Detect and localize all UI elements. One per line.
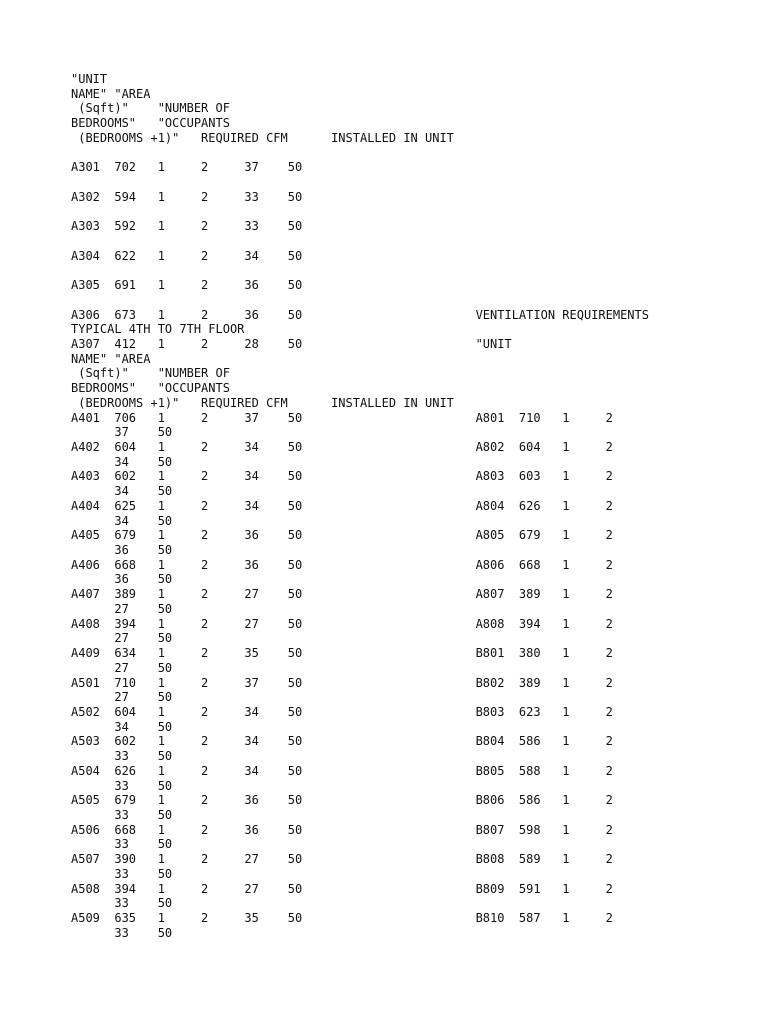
document-line: 33 50	[71, 866, 173, 881]
document-line: A502 604 1 2 34 50 B803 623 1 2	[71, 704, 613, 719]
document-line: BEDROOMS" "OCCUPANTS	[71, 381, 230, 396]
document-line: A509 635 1 2 35 50 B810 587 1 2	[71, 911, 613, 926]
document-line: A507 390 1 2 27 50 B808 589 1 2	[71, 852, 613, 867]
document-line: A408 394 1 2 27 50 A808 394 1 2	[71, 616, 613, 631]
document-line: NAME" "AREA	[71, 86, 151, 101]
document-line: 34 50	[71, 719, 173, 734]
document-line: A403 602 1 2 34 50 A803 603 1 2	[71, 469, 613, 484]
document-line: 36 50	[71, 572, 173, 587]
document-line: "UNIT	[71, 72, 108, 86]
document-line: 34 50	[71, 484, 173, 499]
document-line: A504 626 1 2 34 50 B805 588 1 2	[71, 763, 613, 778]
document-line: (Sqft)" "NUMBER OF	[71, 101, 230, 116]
document-line: A406 668 1 2 36 50 A806 668 1 2	[71, 557, 613, 572]
document-line: (BEDROOMS +1)" REQUIRED CFM INSTALLED IN UNIT	[71, 395, 454, 410]
document-line: 34 50	[71, 513, 173, 528]
document-line: A501 710 1 2 37 50 B802 389 1 2	[71, 675, 613, 690]
document-line: 33 50	[71, 778, 173, 793]
document-line: 33 50	[71, 749, 173, 764]
document-line: A409 634 1 2 35 50 B801 380 1 2	[71, 646, 613, 661]
document-line: (BEDROOMS +1)" REQUIRED CFM INSTALLED IN UNIT	[71, 130, 454, 145]
document-line: 33 50	[71, 808, 173, 822]
document-line: 27 50	[71, 631, 173, 646]
document-line: A302 594 1 2 33 50	[71, 189, 303, 204]
document-line: A307 412 1 2 28 50 "UNIT	[71, 336, 512, 351]
document-line: NAME" "AREA	[71, 351, 151, 366]
document-line: A506 668 1 2 36 50 B807 598 1 2	[71, 822, 613, 837]
document-line: 33 50	[71, 925, 173, 940]
document-line: 27 50	[71, 690, 173, 705]
document-line: A306 673 1 2 36 50 VENTILATION REQUIREMENTS	[71, 307, 649, 322]
document-line: 37 50	[71, 425, 173, 440]
document-line: 33 50	[71, 896, 173, 911]
document-line: 27 50	[71, 601, 173, 616]
document-line: A405 679 1 2 36 50 A805 679 1 2	[71, 528, 613, 543]
document-line: A407 389 1 2 27 50 A807 389 1 2	[71, 587, 613, 602]
document-line: A401 706 1 2 37 50 A801 710 1 2	[71, 410, 613, 425]
document-line: 27 50	[71, 660, 173, 675]
document-line: A503 602 1 2 34 50 B804 586 1 2	[71, 734, 613, 749]
document-line: A301 702 1 2 37 50	[71, 160, 303, 175]
document-line: TYPICAL 4TH TO 7TH FLOOR	[71, 322, 245, 337]
document-line: A508 394 1 2 27 50 B809 591 1 2	[71, 881, 613, 896]
document-line: A303 592 1 2 33 50	[71, 219, 303, 234]
document-line: A404 625 1 2 34 50 A804 626 1 2	[71, 498, 613, 513]
document-line: A402 604 1 2 34 50 A802 604 1 2	[71, 440, 613, 454]
document-line: 33 50	[71, 837, 173, 852]
document-line: 34 50	[71, 454, 173, 469]
document-line: A505 679 1 2 36 50 B806 586 1 2	[71, 793, 613, 808]
document-line: (Sqft)" "NUMBER OF	[71, 366, 230, 381]
document-line: A304 622 1 2 34 50	[71, 248, 303, 263]
document-line: A305 691 1 2 36 50	[71, 278, 303, 293]
document-line: 36 50	[71, 543, 173, 558]
document-line: BEDROOMS" "OCCUPANTS	[71, 116, 230, 131]
